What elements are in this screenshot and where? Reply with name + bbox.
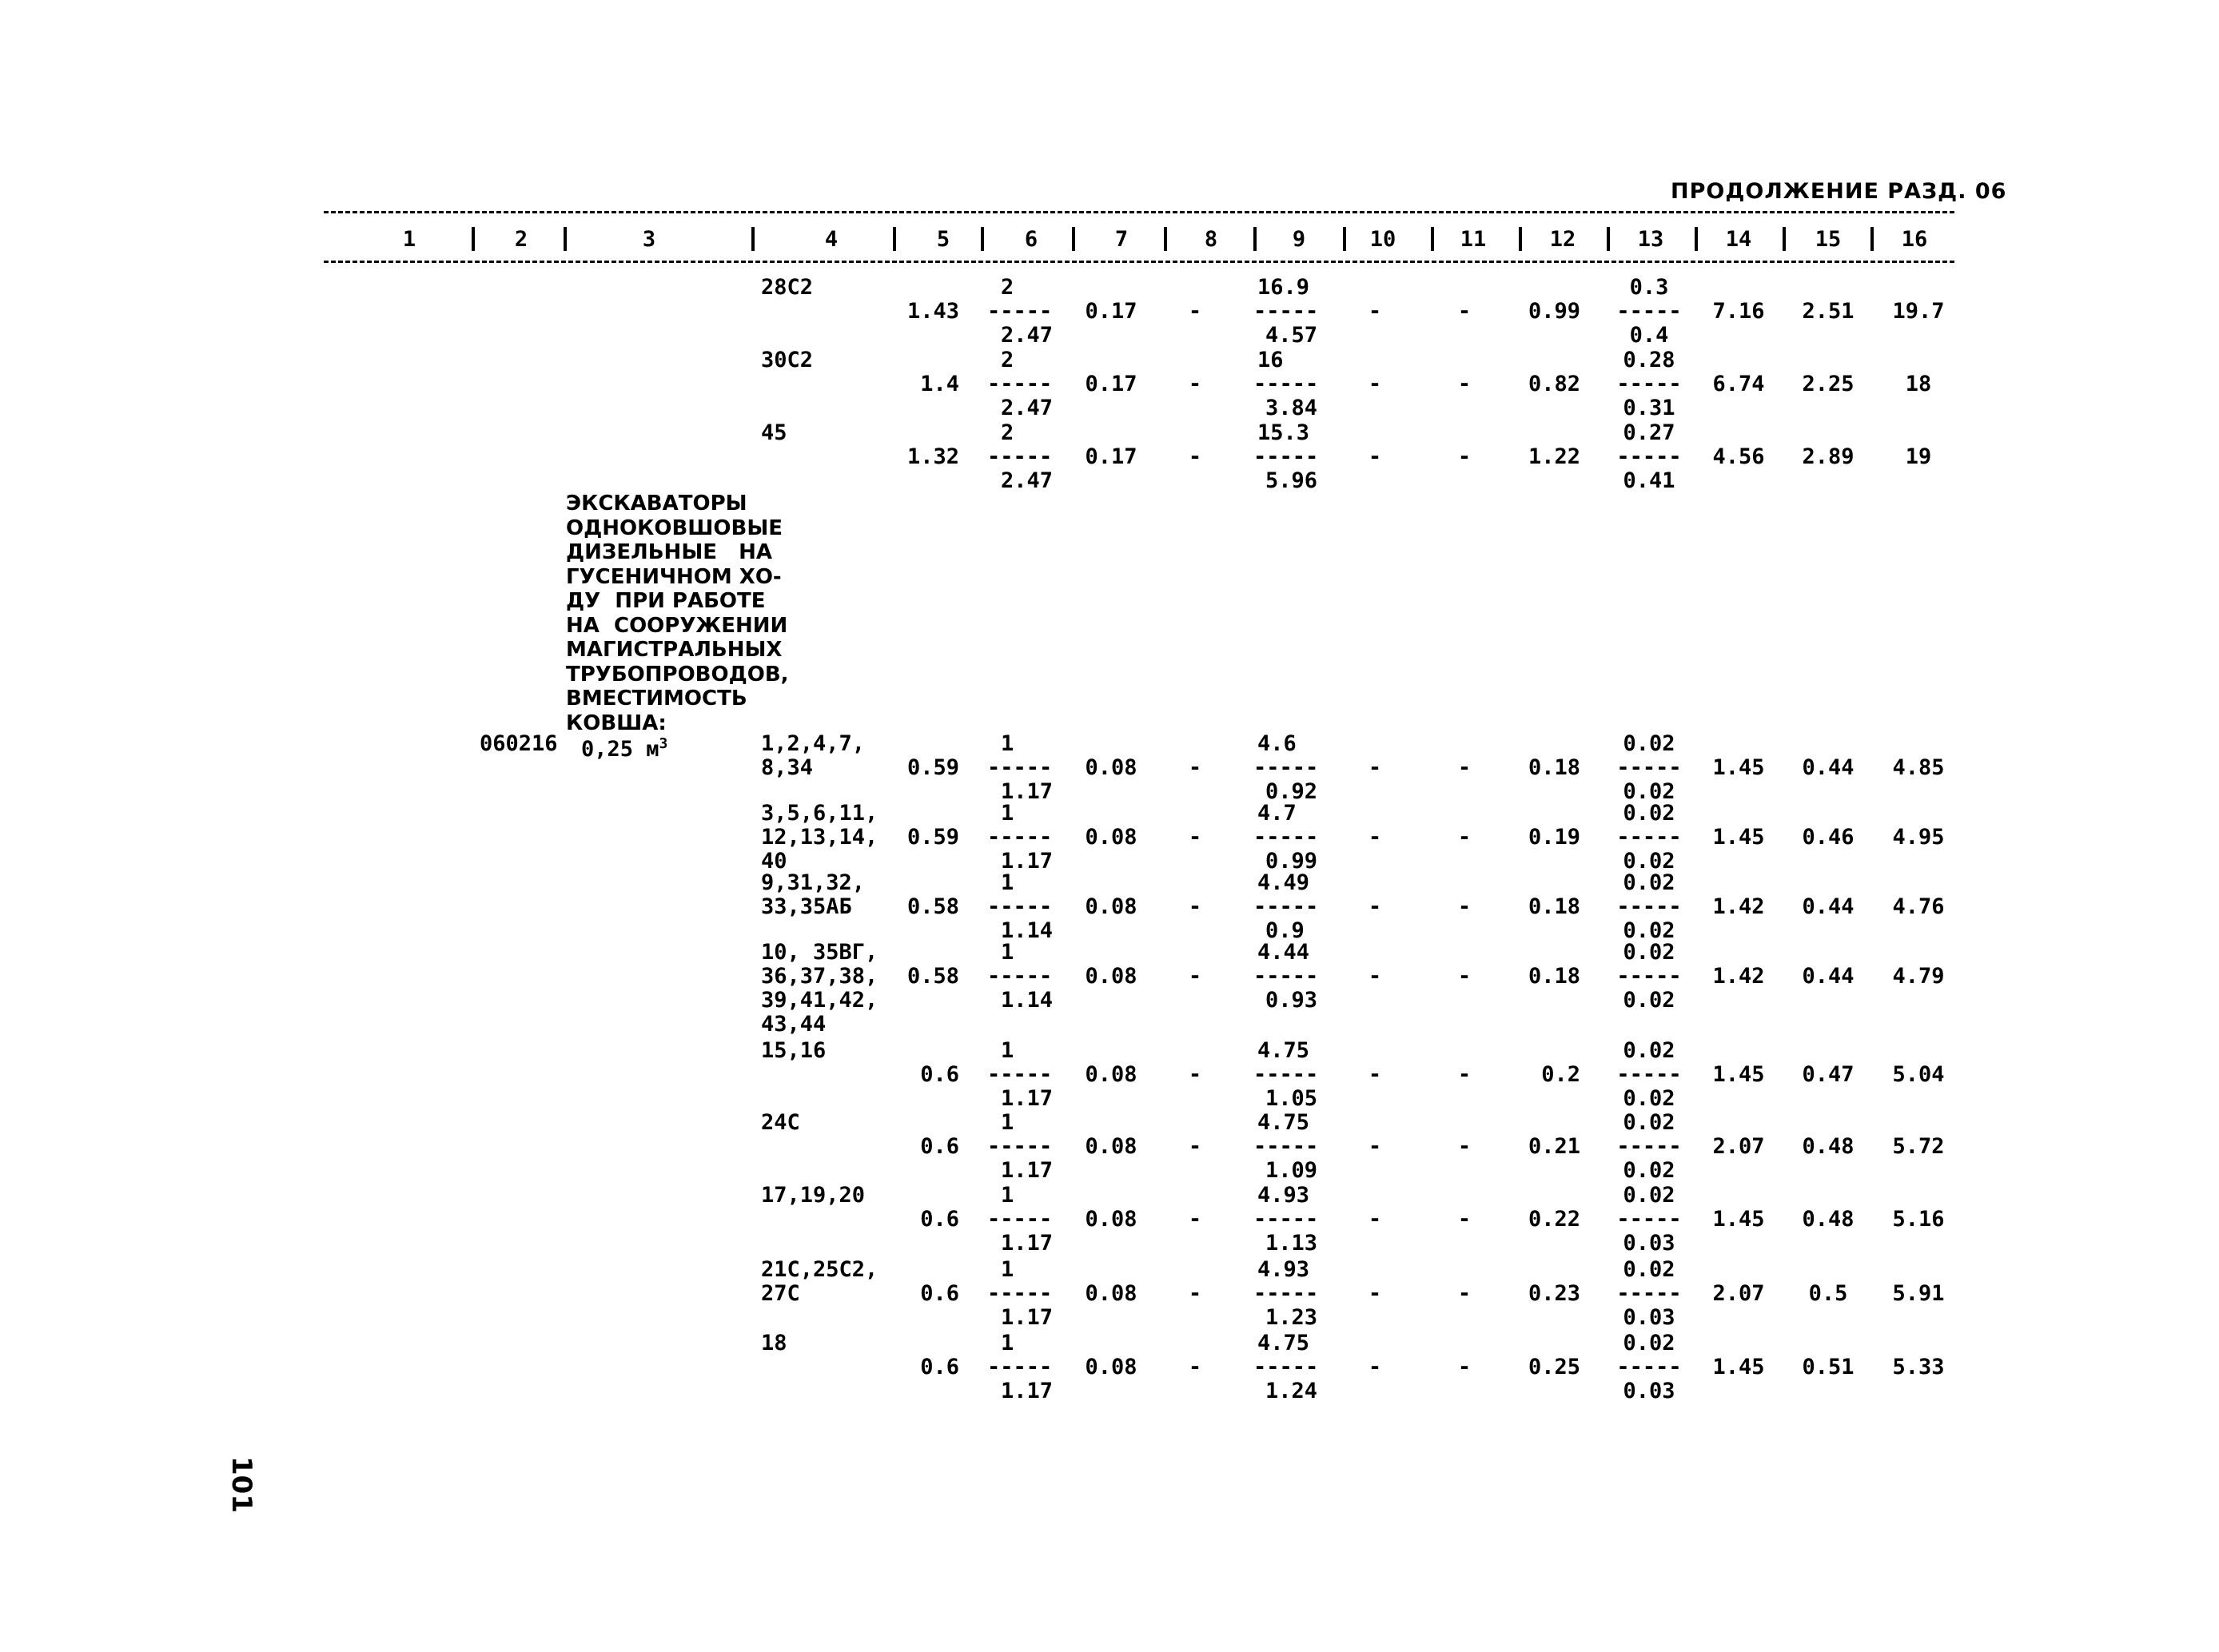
- cell-col9-fraction-line: -----: [1253, 372, 1319, 396]
- cell-col13-numerator: 0.02: [1623, 1038, 1675, 1063]
- cell-col6-denominator: 1.17: [1001, 1379, 1054, 1403]
- cell-col8-dash: -: [1188, 372, 1202, 396]
- column-separator: [564, 227, 567, 251]
- cell-col4-line: 36,37,38,: [761, 964, 878, 989]
- cell-col5: 0.58: [906, 964, 959, 989]
- cell-col5: 0.59: [906, 825, 959, 850]
- cell-col6-numerator: 1: [1001, 1257, 1014, 1282]
- cell-col5: 1.43: [906, 299, 959, 324]
- page-number: 101: [225, 1456, 257, 1513]
- cell-col12: 0.23: [1528, 1281, 1580, 1306]
- cell-col5: 0.6: [920, 1134, 959, 1159]
- cell-col10-dash: -: [1368, 894, 1382, 919]
- cell-col5: 0.59: [906, 755, 959, 780]
- cell-col6-numerator: 1: [1001, 1110, 1014, 1135]
- cell-col9-denominator: 4.57: [1265, 323, 1318, 348]
- cell-col11-dash: -: [1457, 894, 1472, 919]
- cell-col15: 0.5: [1808, 1281, 1848, 1306]
- cell-col6-denominator: 2.47: [1001, 323, 1054, 348]
- description-line: МАГИСТРАЛЬНЫХ: [566, 638, 783, 662]
- cell-col9-numerator: 4.93: [1257, 1257, 1310, 1282]
- cell-col10-dash: -: [1368, 444, 1382, 469]
- cell-col14: 1.45: [1712, 1207, 1765, 1232]
- column-separator: [1343, 227, 1346, 251]
- cell-col7: 0.17: [1085, 444, 1137, 469]
- cell-col7: 0.08: [1085, 964, 1137, 989]
- cell-col9-numerator: 16.9: [1257, 275, 1310, 300]
- cell-col6-denominator: 1.17: [1001, 1158, 1054, 1183]
- cell-col16: 4.85: [1892, 755, 1945, 780]
- cell-col11-dash: -: [1457, 964, 1472, 989]
- cell-col13-numerator: 0.02: [1623, 940, 1675, 965]
- continuation-header: ПРОДОЛЖЕНИЕ РАЗД. 06: [1671, 179, 2007, 204]
- cell-col4-line: 1,2,4,7,: [761, 731, 866, 756]
- cell-col13-numerator: 0.02: [1623, 801, 1675, 826]
- cell-col7: 0.08: [1085, 1062, 1137, 1087]
- cell-col9-fraction-line: -----: [1253, 1062, 1319, 1087]
- cell-col6-denominator: 1.17: [1001, 1231, 1054, 1256]
- cell-col6-fraction-line: -----: [987, 1355, 1053, 1379]
- column-separator: [1783, 227, 1786, 251]
- cell-col9-fraction-line: -----: [1253, 964, 1319, 989]
- column-separator: [751, 227, 755, 251]
- cell-col8-dash: -: [1188, 825, 1202, 850]
- cell-col13-fraction-line: -----: [1616, 372, 1682, 396]
- column-number-9: 9: [1292, 227, 1306, 252]
- cell-col13-fraction-line: -----: [1616, 444, 1682, 469]
- cell-col16: 19: [1905, 444, 1932, 469]
- cell-col6-fraction-line: -----: [987, 372, 1053, 396]
- cell-col10-dash: -: [1368, 1062, 1382, 1087]
- description-line: ОДНОКОВШОВЫЕ: [566, 516, 783, 540]
- cell-col5: 0.6: [920, 1062, 959, 1087]
- cell-col13-numerator: 0.02: [1623, 1331, 1675, 1355]
- column-separator: [1431, 227, 1434, 251]
- cell-col8-dash: -: [1188, 755, 1202, 780]
- cell-col9-numerator: 4.44: [1257, 940, 1310, 965]
- cell-col14: 1.45: [1712, 825, 1765, 850]
- section-description: [566, 492, 789, 735]
- cell-col10-dash: -: [1368, 1281, 1382, 1306]
- cell-col9-denominator: 1.23: [1265, 1305, 1318, 1330]
- cell-col4-line: 15,16: [761, 1038, 827, 1063]
- cell-col13-numerator: 0.28: [1623, 348, 1675, 372]
- column-number-7: 7: [1114, 227, 1129, 252]
- cell-col7: 0.08: [1085, 1207, 1137, 1232]
- bucket-capacity: 0,25 $м^3$: [581, 735, 668, 762]
- cell-col8-dash: -: [1188, 894, 1202, 919]
- cell-col8-dash: -: [1188, 1134, 1202, 1159]
- cell-col12: 0.25: [1528, 1355, 1580, 1379]
- cell-col12: 1.22: [1528, 444, 1580, 469]
- cell-col16: 5.04: [1892, 1062, 1945, 1087]
- cell-col6-fraction-line: -----: [987, 894, 1053, 919]
- cell-col6-denominator: 2.47: [1001, 468, 1054, 493]
- cell-col13-fraction-line: -----: [1616, 1134, 1682, 1159]
- cell-col8-dash: -: [1188, 1207, 1202, 1232]
- cell-col9-fraction-line: -----: [1253, 1355, 1319, 1379]
- description-line: ВМЕСТИМОСТЬ: [566, 687, 747, 711]
- cell-col7: 0.08: [1085, 1134, 1137, 1159]
- column-number-4: 4: [824, 227, 839, 252]
- cell-col8-dash: -: [1188, 444, 1202, 469]
- cell-col9-denominator: 1.13: [1265, 1231, 1318, 1256]
- cell-col5: 0.6: [920, 1355, 959, 1379]
- cell-col6-numerator: 2: [1001, 420, 1014, 445]
- cell-col6-numerator: 1: [1001, 731, 1014, 756]
- cell-col6-numerator: 1: [1001, 1038, 1014, 1063]
- column-separator: [981, 227, 984, 251]
- column-separator: [1695, 227, 1698, 251]
- cell-col13-denominator: 0.03: [1623, 1379, 1675, 1403]
- column-number-13: 13: [1637, 227, 1664, 252]
- cell-col9-numerator: 4.7: [1257, 801, 1297, 826]
- cell-col11-dash: -: [1457, 825, 1472, 850]
- cell-col9-denominator: 0.92: [1265, 779, 1318, 804]
- cell-col10-dash: -: [1368, 825, 1382, 850]
- cell-col12: 0.82: [1528, 372, 1580, 396]
- cell-col13-fraction-line: -----: [1616, 894, 1682, 919]
- cell-col9-numerator: 4.75: [1257, 1038, 1310, 1063]
- cell-col12: 0.18: [1528, 894, 1580, 919]
- cell-col7: 0.17: [1085, 299, 1137, 324]
- cell-col5: 0.58: [906, 894, 959, 919]
- cell-col12: 0.18: [1528, 755, 1580, 780]
- cell-col15: 2.25: [1802, 372, 1854, 396]
- cell-col9-numerator: 4.75: [1257, 1331, 1310, 1355]
- cell-col6-numerator: 2: [1001, 348, 1014, 372]
- column-number-14: 14: [1725, 227, 1752, 252]
- cell-col6-fraction-line: -----: [987, 299, 1053, 324]
- cell-col4-line: 40: [761, 849, 787, 874]
- cell-col4-line: 9,31,32,: [761, 870, 866, 895]
- cell-col9-numerator: 4.93: [1257, 1183, 1310, 1208]
- cell-col9-numerator: 4.6: [1257, 731, 1297, 756]
- column-number-8: 8: [1204, 227, 1218, 252]
- cell-col11-dash: -: [1457, 1355, 1472, 1379]
- cell-col15: 0.44: [1802, 894, 1854, 919]
- cell-col15: 0.48: [1802, 1134, 1854, 1159]
- description-line: ДИЗЕЛЬНЫЕ НА: [566, 540, 773, 564]
- cell-col6-denominator: 1.17: [1001, 779, 1054, 804]
- column-separator: [1253, 227, 1257, 251]
- cell-col11-dash: -: [1457, 1207, 1472, 1232]
- cell-col13-numerator: 0.27: [1623, 420, 1675, 445]
- cell-col10-dash: -: [1368, 964, 1382, 989]
- cell-col13-denominator: 0.02: [1623, 779, 1675, 804]
- column-number-11: 11: [1460, 227, 1487, 252]
- column-number-12: 12: [1549, 227, 1576, 252]
- cell-col15: 0.46: [1802, 825, 1854, 850]
- cell-col10-dash: -: [1368, 299, 1382, 324]
- column-separator: [1607, 227, 1610, 251]
- cell-col16: 4.79: [1892, 964, 1945, 989]
- cell-col10-dash: -: [1368, 1134, 1382, 1159]
- column-separator: [472, 227, 475, 251]
- cell-col5: 0.6: [920, 1281, 959, 1306]
- cell-col16: 5.16: [1892, 1207, 1945, 1232]
- cell-col7: 0.08: [1085, 755, 1137, 780]
- cell-col9-fraction-line: -----: [1253, 444, 1319, 469]
- cell-col12: 0.18: [1528, 964, 1580, 989]
- column-number-16: 16: [1901, 227, 1928, 252]
- cell-col11-dash: -: [1457, 1134, 1472, 1159]
- cell-col13-fraction-line: -----: [1616, 1207, 1682, 1232]
- cell-col16: 5.72: [1892, 1134, 1945, 1159]
- cell-col7: 0.17: [1085, 372, 1137, 396]
- cell-col13-denominator: 0.4: [1629, 323, 1669, 348]
- cell-col9-fraction-line: -----: [1253, 825, 1319, 850]
- cell-col16: 18: [1905, 372, 1932, 396]
- cell-col6-numerator: 1: [1001, 940, 1014, 965]
- cell-col12: 0.22: [1528, 1207, 1580, 1232]
- column-number-10: 10: [1369, 227, 1396, 252]
- cell-col13-fraction-line: -----: [1616, 1062, 1682, 1087]
- column-number-3: 3: [642, 227, 656, 252]
- cell-col6-fraction-line: -----: [987, 1281, 1053, 1306]
- cell-col4-line: 10, 35ВГ,: [761, 940, 878, 965]
- cell-col12: 0.21: [1528, 1134, 1580, 1159]
- cell-col13-denominator: 0.02: [1623, 988, 1675, 1013]
- description-line: ГУСЕНИЧНОМ ХО-: [566, 564, 782, 589]
- cell-col8-dash: -: [1188, 1062, 1202, 1087]
- cell-col13-numerator: 0.02: [1623, 1183, 1675, 1208]
- cell-col9-denominator: 0.93: [1265, 988, 1318, 1013]
- column-separator: [1870, 227, 1874, 251]
- cell-col15: 2.89: [1802, 444, 1854, 469]
- column-number-2: 2: [514, 227, 528, 252]
- cell-col10-dash: -: [1368, 1207, 1382, 1232]
- cell-col13-fraction-line: -----: [1616, 299, 1682, 324]
- top-rule: [324, 211, 1954, 213]
- cell-col15: 0.44: [1802, 755, 1854, 780]
- cell-col14: 2.07: [1712, 1281, 1765, 1306]
- cell-col13-fraction-line: -----: [1616, 964, 1682, 989]
- cell-col13-denominator: 0.02: [1623, 849, 1675, 874]
- description-line: КОВША:: [566, 711, 667, 735]
- item-code: 060216: [480, 731, 558, 756]
- cell-col14: 6.74: [1712, 372, 1765, 396]
- cell-col11-dash: -: [1457, 1062, 1472, 1087]
- cell-col13-denominator: 0.41: [1623, 468, 1675, 493]
- cell-col6-denominator: 1.17: [1001, 1305, 1054, 1330]
- cell-col9-numerator: 4.75: [1257, 1110, 1310, 1135]
- cell-col6-fraction-line: -----: [987, 1062, 1053, 1087]
- cell-col13-denominator: 0.02: [1623, 1158, 1675, 1183]
- cell-col13-denominator: 0.02: [1623, 1086, 1675, 1111]
- cell-col15: 0.44: [1802, 964, 1854, 989]
- cell-col9-fraction-line: -----: [1253, 299, 1319, 324]
- description-line: ТРУБОПРОВОДОВ,: [566, 662, 789, 687]
- cell-col9-numerator: 4.49: [1257, 870, 1310, 895]
- cell-col16: 4.76: [1892, 894, 1945, 919]
- cell-col6-fraction-line: -----: [987, 1134, 1053, 1159]
- cell-col14: 1.42: [1712, 894, 1765, 919]
- cell-col15: 0.51: [1802, 1355, 1854, 1379]
- column-separator: [893, 227, 896, 251]
- cell-col6-numerator: 1: [1001, 1183, 1014, 1208]
- description-line: ЭКСКАВАТОРЫ: [566, 492, 747, 516]
- cell-col9-fraction-line: -----: [1253, 1281, 1319, 1306]
- cell-col14: 1.45: [1712, 1062, 1765, 1087]
- cell-col13-fraction-line: -----: [1616, 755, 1682, 780]
- description-line: НА СООРУЖЕНИИ: [566, 613, 788, 638]
- cell-col9-numerator: 15.3: [1257, 420, 1310, 445]
- cell-col16: 19.7: [1892, 299, 1945, 324]
- cell-col13-numerator: 0.02: [1623, 731, 1675, 756]
- cell-col7: 0.08: [1085, 1281, 1137, 1306]
- cell-col10-dash: -: [1368, 372, 1382, 396]
- cell-col7: 0.08: [1085, 894, 1137, 919]
- cell-col13-numerator: 0.02: [1623, 1110, 1675, 1135]
- cell-col6-fraction-line: -----: [987, 755, 1053, 780]
- cell-col5: 1.4: [920, 372, 959, 396]
- cell-col14: 2.07: [1712, 1134, 1765, 1159]
- cell-col6-fraction-line: -----: [987, 444, 1053, 469]
- cell-col6-numerator: 1: [1001, 1331, 1014, 1355]
- cell-col5: 0.6: [920, 1207, 959, 1232]
- cell-col13-denominator: 0.03: [1623, 1231, 1675, 1256]
- cell-col16: 5.91: [1892, 1281, 1945, 1306]
- cell-col8-dash: -: [1188, 964, 1202, 989]
- cell-col15: 0.48: [1802, 1207, 1854, 1232]
- column-number-1: 1: [402, 227, 416, 252]
- cell-col9-denominator: 0.9: [1265, 918, 1305, 943]
- cell-col6-denominator: 1.14: [1001, 988, 1054, 1013]
- cell-col6-fraction-line: -----: [987, 825, 1053, 850]
- column-number-6: 6: [1024, 227, 1038, 252]
- cell-col11-dash: -: [1457, 755, 1472, 780]
- cell-col16: 4.95: [1892, 825, 1945, 850]
- cell-col11-dash: -: [1457, 444, 1472, 469]
- cell-col6-fraction-line: -----: [987, 964, 1053, 989]
- cell-col9-numerator: 16: [1257, 348, 1284, 372]
- cell-col4-line: 21С,25С2,: [761, 1257, 878, 1282]
- cell-col13-denominator: 0.03: [1623, 1305, 1675, 1330]
- cell-col13-numerator: 0.3: [1629, 275, 1669, 300]
- cell-col9-denominator: 5.96: [1265, 468, 1318, 493]
- cell-col4-line: 39,41,42,: [761, 988, 878, 1013]
- cell-col4-line: 17,19,20: [761, 1183, 866, 1208]
- cell-col15: 0.47: [1802, 1062, 1854, 1087]
- cell-col6-denominator: 1.14: [1001, 918, 1054, 943]
- cell-col13-denominator: 0.02: [1623, 918, 1675, 943]
- cell-col4-line: 12,13,14,: [761, 825, 878, 850]
- cell-col4-line: 27С: [761, 1281, 800, 1306]
- cell-col6-denominator: 2.47: [1001, 396, 1054, 420]
- cell-col13-fraction-line: -----: [1616, 1355, 1682, 1379]
- cell-col7: 0.08: [1085, 1355, 1137, 1379]
- cell-col4-line: 30С2: [761, 348, 814, 372]
- cell-col4-line: 45: [761, 420, 787, 445]
- cell-col13-numerator: 0.02: [1623, 1257, 1675, 1282]
- column-separator: [1072, 227, 1075, 251]
- cell-col6-denominator: 1.17: [1001, 849, 1054, 874]
- cell-col13-fraction-line: -----: [1616, 1281, 1682, 1306]
- cell-col6-denominator: 1.17: [1001, 1086, 1054, 1111]
- cell-col14: 4.56: [1712, 444, 1765, 469]
- cell-col9-denominator: 1.05: [1265, 1086, 1318, 1111]
- cell-col4-line: 24С: [761, 1110, 800, 1135]
- cell-col14: 1.45: [1712, 755, 1765, 780]
- cell-col11-dash: -: [1457, 299, 1472, 324]
- cell-col14: 1.45: [1712, 1355, 1765, 1379]
- cell-col6-numerator: 1: [1001, 801, 1014, 826]
- cell-col8-dash: -: [1188, 1281, 1202, 1306]
- cell-col6-numerator: 1: [1001, 870, 1014, 895]
- header-bottom-rule: [324, 261, 1954, 263]
- cell-col4-line: 43,44: [761, 1012, 827, 1037]
- cell-col9-fraction-line: -----: [1253, 894, 1319, 919]
- cell-col10-dash: -: [1368, 1355, 1382, 1379]
- cell-col15: 2.51: [1802, 299, 1854, 324]
- cell-col9-denominator: 3.84: [1265, 396, 1318, 420]
- cell-col9-denominator: 0.99: [1265, 849, 1318, 874]
- cell-col8-dash: -: [1188, 299, 1202, 324]
- cell-col11-dash: -: [1457, 1281, 1472, 1306]
- cell-col9-fraction-line: -----: [1253, 755, 1319, 780]
- cell-col12: 0.99: [1528, 299, 1580, 324]
- cell-col10-dash: -: [1368, 755, 1382, 780]
- cell-col9-fraction-line: -----: [1253, 1134, 1319, 1159]
- cell-col9-denominator: 1.09: [1265, 1158, 1318, 1183]
- column-number-15: 15: [1815, 227, 1842, 252]
- cell-col4-line: 8,34: [761, 755, 814, 780]
- cell-col8-dash: -: [1188, 1355, 1202, 1379]
- cell-col4-line: 33,35АБ: [761, 894, 852, 919]
- cell-col4-line: 28С2: [761, 275, 814, 300]
- cell-col11-dash: -: [1457, 372, 1472, 396]
- column-separator: [1519, 227, 1522, 251]
- cell-col13-denominator: 0.31: [1623, 396, 1675, 420]
- cell-col13-numerator: 0.02: [1623, 870, 1675, 895]
- cell-col4-line: 18: [761, 1331, 787, 1355]
- cell-col13-fraction-line: -----: [1616, 825, 1682, 850]
- cell-col6-fraction-line: -----: [987, 1207, 1053, 1232]
- cell-col4-line: 3,5,6,11,: [761, 801, 878, 826]
- cell-col12: 0.19: [1528, 825, 1580, 850]
- cell-col14: 1.42: [1712, 964, 1765, 989]
- description-line: ДУ ПРИ РАБОТЕ: [566, 589, 766, 613]
- cell-col9-fraction-line: -----: [1253, 1207, 1319, 1232]
- column-number-5: 5: [936, 227, 950, 252]
- cell-col16: 5.33: [1892, 1355, 1945, 1379]
- cell-col14: 7.16: [1712, 299, 1765, 324]
- cell-col12: 0.2: [1541, 1062, 1580, 1087]
- column-separator: [1164, 227, 1167, 251]
- cell-col9-denominator: 1.24: [1265, 1379, 1318, 1403]
- cell-col5: 1.32: [906, 444, 959, 469]
- cell-col6-numerator: 2: [1001, 275, 1014, 300]
- cell-col7: 0.08: [1085, 825, 1137, 850]
